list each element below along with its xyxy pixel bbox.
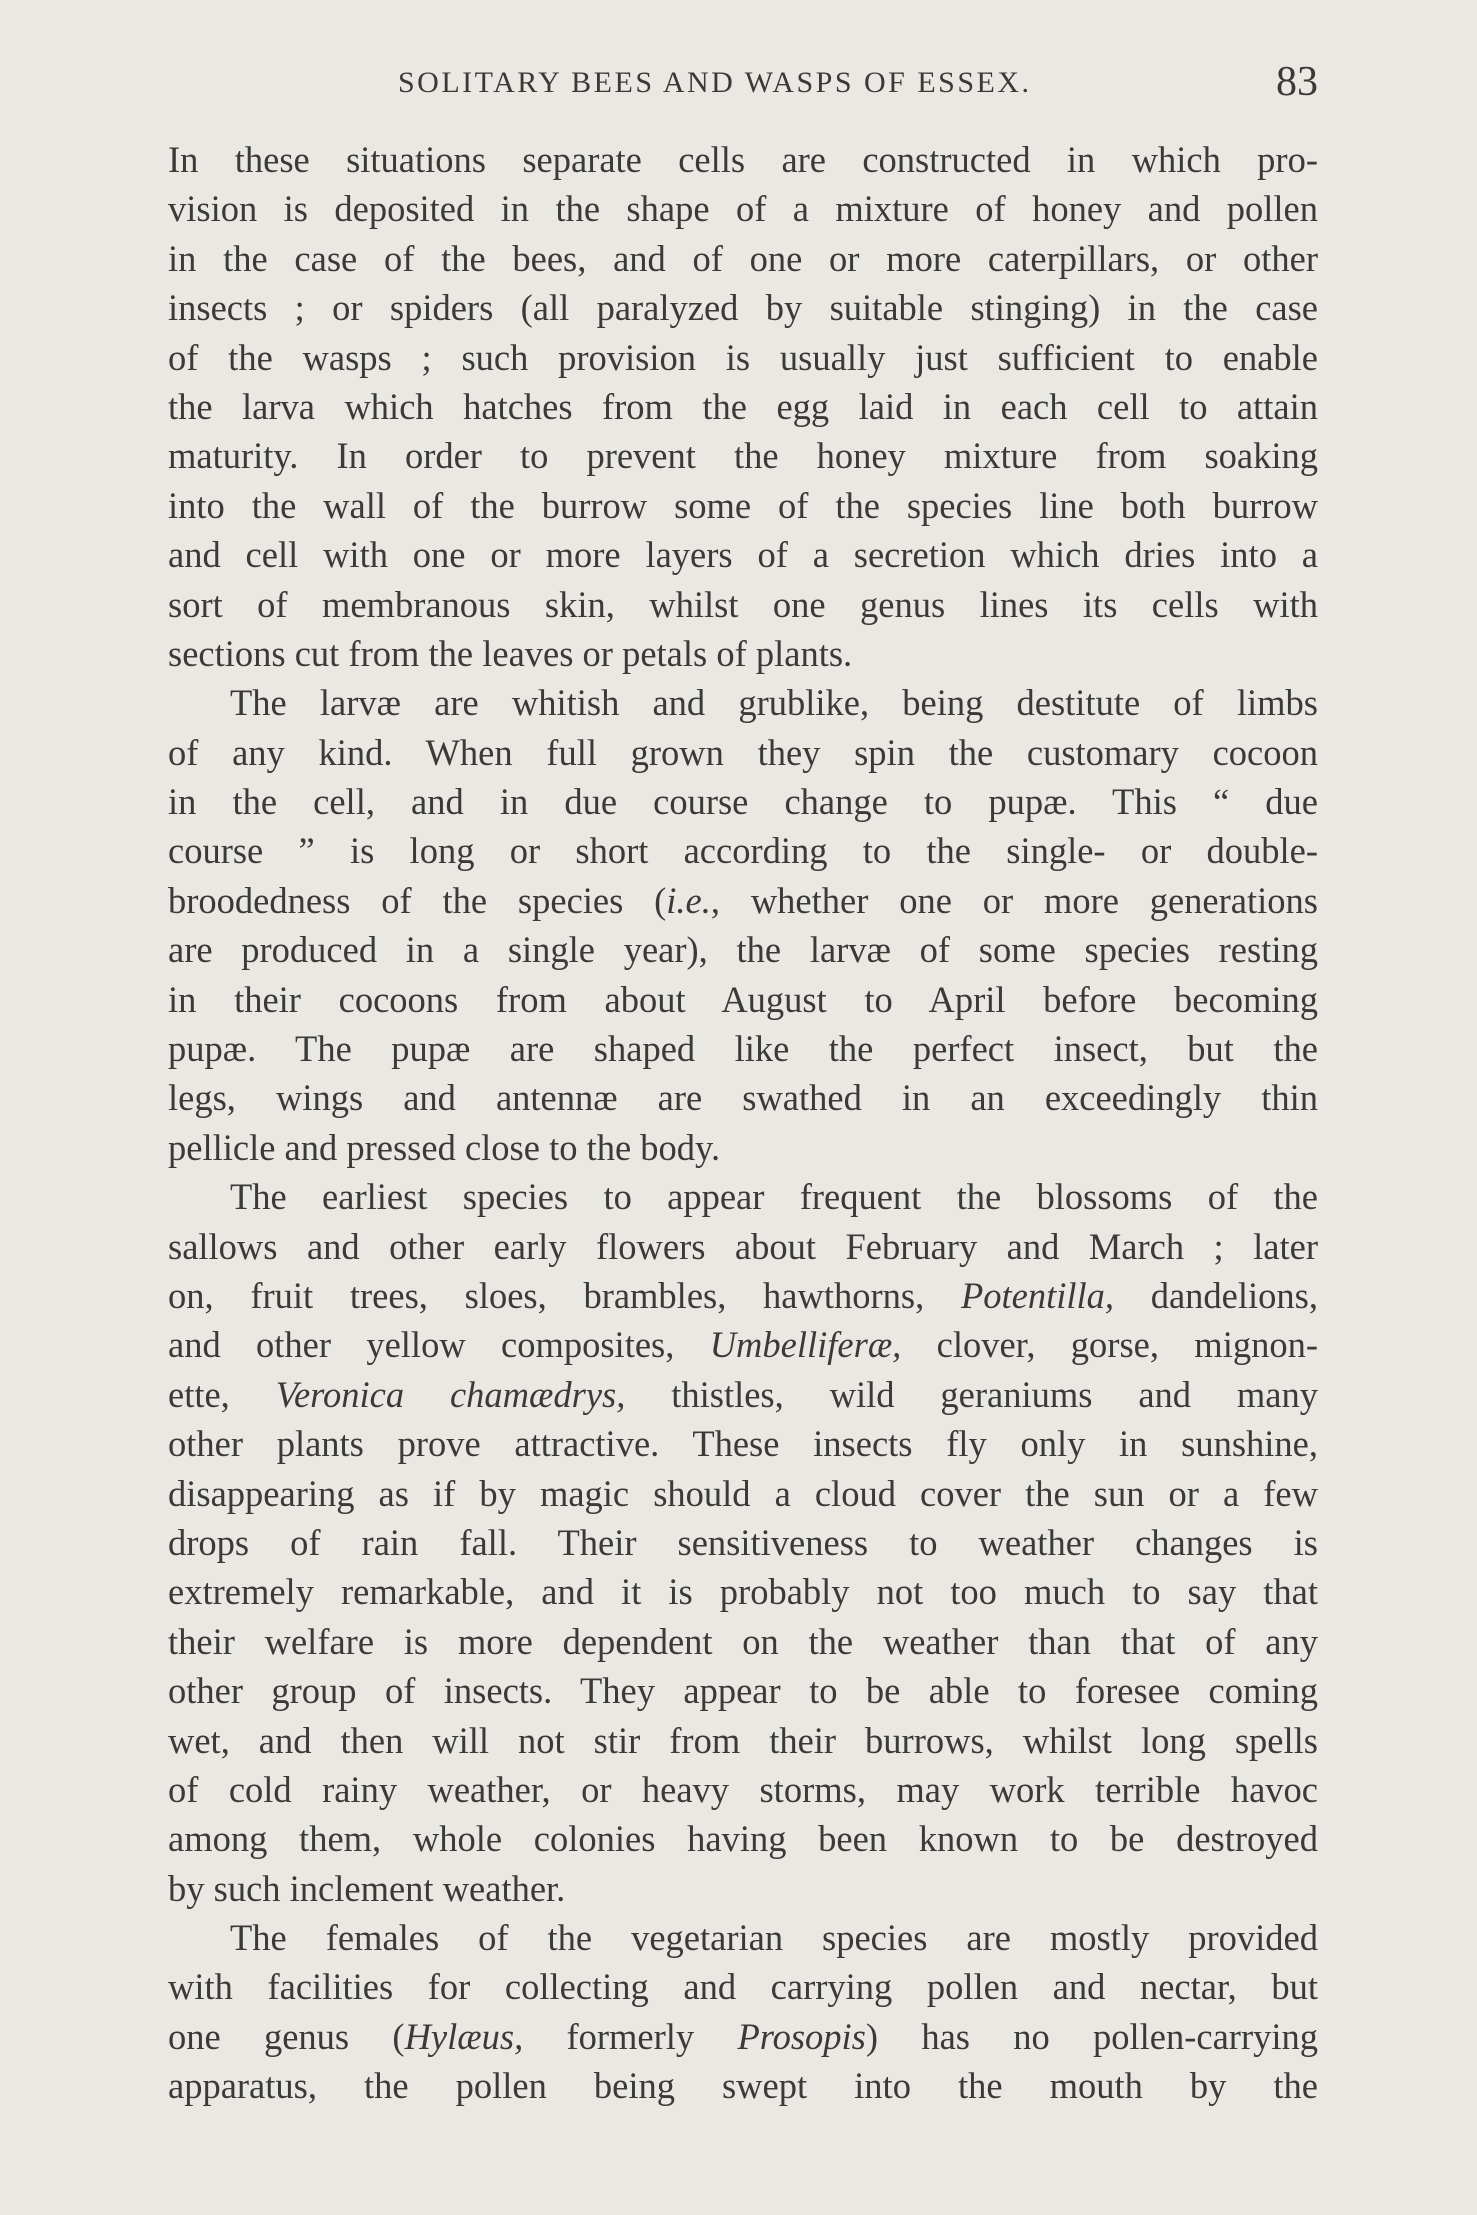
text-line: of cold rainy weather, or heavy storms, may work terrible havoc [168,1768,1318,1810]
text-line: sallows and other early flowers about February and March ; later [168,1225,1318,1267]
text-run: thistles, wild geraniums and many [625,1373,1318,1415]
text-line: sort of membranous skin, whilst one genus lines its cells with [168,583,1318,625]
text-line: drops of rain fall. Their sensitiveness to weather changes is [168,1521,1318,1563]
text-line [168,1370,1318,1419]
running-head [168,58,1318,118]
text-line: pupæ. The pupæ are shaped like the perfect insect, but the [168,1028,1318,1070]
text-line: The earliest species to appear frequent the blossoms of the [230,1176,1318,1218]
text-run: dandelions, [1114,1274,1318,1316]
page-number: 83 [1276,59,1318,105]
body-text [168,135,1318,2111]
text-line: extremely remarkable, and it is probably not too much to say that [168,1571,1318,1613]
text-line: in the case of the bees, and of one or more caterpillars, or other [168,237,1318,279]
text-run: broodedness of the species ( [168,879,667,921]
text-run: on, fruit trees, sloes, brambles, hawthorns, [168,1274,961,1316]
text-line: other group of insects. They appear to be able to foresee coming [168,1670,1318,1712]
text-run: and other yellow composites, [168,1324,710,1366]
text-line: by such inclement weather. [168,1867,566,1909]
text-run: , whether one or more generations [710,879,1318,921]
italic-run: Prosopis [737,2015,866,2057]
text-line [168,1271,1318,1320]
text-line: of any kind. When full grown they spin the customary cocoon [168,731,1318,773]
text-line: their welfare is more dependent on the weather than that of any [168,1620,1318,1662]
text-line [168,1320,1318,1369]
text-line: insects ; or spiders (all paralyzed by suitable stinging) in the case [168,287,1318,329]
text-line: pellicle and pressed close to the body. [168,1126,721,1168]
text-line: in the cell, and in due course change to pupæ. This “ due [168,781,1318,823]
text-line: with facilities for collecting and carrying pollen and nectar, but [168,1966,1318,2008]
text-line: of the wasps ; such provision is usually just sufficient to enable [168,336,1318,378]
text-line: and cell with one or more layers of a secretion which dries into a [168,534,1318,576]
text-line: the larva which hatches from the egg laid in each cell to attain [168,385,1318,427]
italic-run: Potentilla, [960,1274,1115,1316]
text-line: In these situations separate cells are constructed in which pro- [168,139,1318,180]
text-line: The females of the vegetarian species are mostly provided [230,1917,1318,1959]
italic-run: Umbelliferæ, [709,1324,902,1366]
text-line: into the wall of the burrow some of the species line both burrow [168,484,1318,526]
text-line: sections cut from the leaves or petals of plants. [168,632,853,674]
text-line: apparatus, the pollen being swept into the mouth by the [168,2065,1318,2107]
text-line: in their cocoons from about August to April before becoming [168,978,1318,1020]
text-run: one genus ( [168,2015,405,2057]
text-line: vision is deposited in the shape of a mixture of honey and pollen [168,188,1318,230]
italic-run: Veronica chamædrys, [275,1373,626,1415]
text-run: ) has no pollen-carrying [865,2015,1318,2057]
text-line: are produced in a single year), the larvæ of some species resting [168,929,1318,971]
text-line: other plants prove attractive. These insects fly only in sunshine, [168,1423,1318,1465]
text-line: legs, wings and antennæ are swathed in an exceedingly thin [168,1077,1318,1119]
text-line: wet, and then will not stir from their burrows, whilst long spells [168,1719,1318,1761]
text-line: The larvæ are whitish and grublike, being destitute of limbs [230,682,1318,724]
text-line [168,876,1318,925]
text-line: among them, whole colonies having been known to be destroyed [168,1818,1318,1860]
text-run: ette, [168,1373,276,1415]
text-run: formerly [523,2015,738,2057]
text-run: clover, gorse, mignon- [901,1324,1318,1366]
text-line: disappearing as if by magic should a cloud cover the sun or a few [168,1472,1318,1514]
italic-run: i.e. [666,879,711,921]
text-line: maturity. In order to prevent the honey mixture from soaking [168,435,1318,477]
text-line [168,2012,1318,2061]
italic-run: Hylæus, [404,2015,524,2057]
running-title: SOLITARY BEES AND WASPS OF ESSEX. [398,66,1032,99]
text-line: course ” is long or short according to the single- or double- [168,830,1318,872]
